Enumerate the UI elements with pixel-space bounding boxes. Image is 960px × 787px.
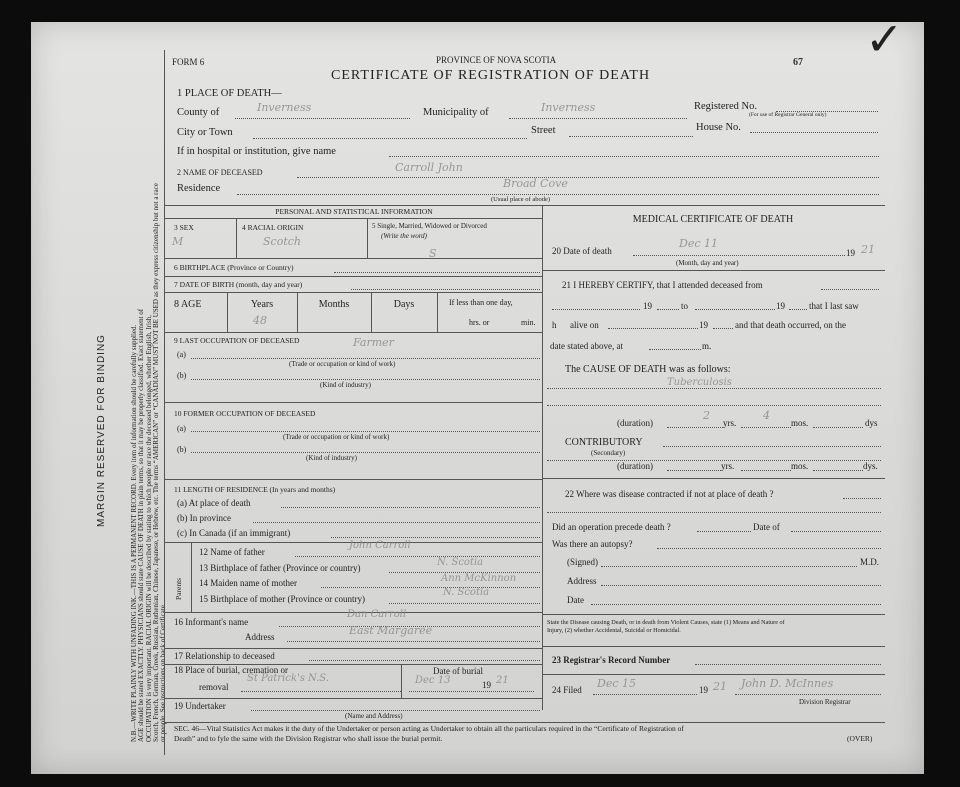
center-divider (542, 205, 543, 710)
former-b-line (191, 452, 540, 453)
medical-rule-5 (542, 674, 885, 675)
medical-heading: MEDICAL CERTIFICATE OF DEATH (632, 214, 794, 225)
city-label: City or Town (177, 127, 233, 138)
violent-note: State the Disease causing Death, or in death from Violent Causes, state (1) Means and Nature of (547, 619, 785, 626)
occupation-a: (a) (177, 350, 186, 359)
death-date-note: (Month, day and year) (676, 259, 739, 267)
former-a: (a) (177, 424, 186, 433)
informant-name-value: Dan Carroll (347, 609, 407, 620)
row-rule-1 (165, 258, 542, 259)
burial-place-value: St Patrick's N.S. (247, 673, 329, 684)
margin-instructions (131, 102, 168, 742)
burial-date-line (409, 691, 534, 692)
from-year: 19 (643, 301, 652, 311)
undertaker-label: 19 Undertaker (174, 701, 226, 711)
instruction-line-3: OCCUPATION is very important. RACIAL ORIGIN will be described by stating to which people or race the deceased belonged, whether English, Irish, (144, 315, 153, 742)
former-industry-note: (Kind of industry) (306, 454, 357, 462)
registered-no-label: Registered No. (694, 101, 757, 112)
sec46-note: SEC. 46—Vital Statistics Act makes it the duty of the Undertaker or person acting as Undertaker to obtain all the particulars required in the “Certificate of Registration of (174, 724, 684, 733)
street-label: Street (531, 125, 556, 136)
instruction-line-5: or people. See instructions on back of Certificate. (159, 603, 168, 742)
father-name-label: 12 Name of father (199, 547, 265, 557)
autopsy-label: Was there an autopsy? (552, 539, 633, 549)
row-rule-5 (165, 402, 542, 403)
sex-value: M (172, 235, 184, 248)
marital-note: (Write the word) (381, 232, 428, 240)
row-rule-9 (165, 648, 542, 649)
row-rule-6 (165, 479, 542, 480)
cause-line-1 (547, 388, 881, 389)
filed-year-prefix: 19 (699, 685, 708, 695)
from-line (552, 309, 640, 310)
burial-date-label: Date of burial (433, 666, 483, 676)
cause-line-2 (547, 405, 881, 406)
undertaker-line (251, 710, 540, 711)
relationship-line (309, 660, 540, 661)
sex-divider (236, 218, 237, 258)
row-rule-11 (165, 698, 542, 699)
deceased-name-label: 2 NAME OF DECEASED (177, 168, 263, 177)
residence-line (237, 194, 879, 195)
registrar-signature: John D. McInnes (741, 677, 834, 690)
informant-address-line (287, 641, 540, 642)
industry-note: (Kind of industry) (320, 381, 371, 389)
instruction-line-1: N.B.—WRITE PLAINLY WITH UNFADING INK.—THIS IS A PERMANENT RECORD. Every item of information should be carefully supplied. (130, 324, 138, 742)
age-divider-3 (371, 292, 372, 332)
check-mark-icon: ✓ (865, 22, 904, 66)
removal-label: removal (199, 682, 229, 692)
certify-text: 21 I HEREBY CERTIFY, that I attended deceased from (562, 280, 763, 290)
med-date-label: Date (567, 595, 584, 605)
burial-year-prefix: 19 (482, 680, 491, 690)
sec46-note-b: Death” and to fyle the same with the Division Registrar who shall issue the burial permit. (174, 734, 443, 743)
informant-name-label: 16 Informant's name (174, 617, 249, 627)
city-line (253, 138, 527, 139)
medical-rule-3 (542, 614, 885, 615)
parents-side-label: Parents (174, 577, 183, 600)
undertaker-note: (Name and Address) (345, 712, 403, 720)
date-stated-label: date stated above, at (550, 341, 623, 351)
filed-year-value: 21 (713, 680, 727, 693)
contributory-line (663, 446, 881, 447)
death-date-value: Dec 11 (679, 237, 718, 250)
birthplace-line (334, 272, 540, 273)
m-label: m. (702, 341, 712, 351)
personal-heading-rule (165, 218, 542, 219)
father-birth-label: 13 Birthplace of father (Province or country) (199, 563, 361, 573)
certificate-paper (31, 22, 924, 774)
form-number: FORM 6 (172, 57, 205, 67)
alive-year: 19 (699, 320, 708, 330)
over-note: (OVER) (847, 734, 873, 743)
medical-rule-2 (542, 478, 885, 479)
deceased-name-line (297, 177, 879, 178)
place-of-death-heading: 1 PLACE OF DEATH— (177, 88, 282, 99)
record-number-line (695, 664, 881, 665)
filed-date-value: Dec 15 (597, 677, 636, 690)
age-divider-4 (437, 292, 438, 332)
mos2-label: mos. (791, 461, 809, 471)
months-label: Months (318, 299, 350, 310)
days-label: Days (393, 299, 415, 310)
racial-value: Scotch (263, 235, 301, 248)
md-label: M.D. (860, 557, 880, 567)
death-year-value: 21 (861, 243, 875, 256)
filed-label: 24 Filed (552, 685, 582, 695)
medical-rule-1 (542, 270, 885, 271)
sex-label: 3 SEX (174, 223, 194, 232)
racial-label: 4 RACIAL ORIGIN (242, 223, 304, 232)
signed-line (601, 566, 857, 567)
med-address-line (601, 585, 881, 586)
secondary-note: (Secondary) (591, 449, 626, 457)
burial-date-value: Dec 13 (415, 675, 451, 686)
dob-line (351, 289, 540, 290)
father-name-value: John Carroll (349, 540, 411, 551)
alive-on-line (608, 328, 698, 329)
birthplace-label: 6 BIRTHPLACE (Province or Country) (174, 263, 294, 272)
relationship-label: 17 Relationship to deceased (174, 651, 275, 661)
alive-year-line (713, 328, 733, 329)
yrs-label: yrs. (723, 418, 737, 428)
operation-label: Did an operation precede death ? (552, 522, 671, 532)
hrs-label: hrs. or (469, 318, 490, 327)
min-label: min. (521, 318, 536, 327)
autopsy-line (657, 548, 881, 549)
row-rule-2 (165, 276, 542, 277)
duration-yrs-value: 2 (703, 409, 710, 422)
date-stated-line (649, 349, 701, 350)
house-line (750, 132, 878, 133)
certify-line (821, 289, 879, 290)
death-date-label: 20 Date of death (552, 246, 612, 256)
house-label: House No. (696, 122, 741, 133)
municipality-value: Inverness (541, 101, 596, 114)
instruction-line-4: Scotch, French, German, Greek, Russian, Ruthenian, Chinese, Japanese, or Hebrew, etc. The terms “AMERICAN” or “CANADIAN” MUST NOT BE USED as they express citizenship but not a race (152, 183, 161, 742)
dur2-dys-line (813, 470, 863, 471)
age-divider-1 (227, 292, 228, 332)
table-top-rule (165, 205, 885, 206)
occupation-a-line (191, 358, 540, 359)
stamp-number: 67 (793, 57, 803, 68)
date-of-line (791, 531, 881, 532)
violent-note-2: Injury, (2) whether Accidental, Suicidal or Homicidal. (547, 627, 681, 634)
province-title: PROVINCE OF NOVA SCOTIA (436, 55, 557, 65)
footer-rule (165, 722, 885, 723)
occurred-label: and that death occurred, on the (735, 320, 846, 330)
father-birth-value: N. Scotia (437, 557, 484, 568)
trade-note: (Trade or occupation or kind of work) (289, 360, 396, 368)
former-occupation-label: 10 FORMER OCCUPATION OF DECEASED (174, 409, 316, 418)
to-year-line (789, 309, 807, 310)
to-line (695, 309, 775, 310)
burial-place-label: 18 Place of burial, cremation or (174, 665, 288, 675)
binding-margin-label: MARGIN RESERVED FOR BINDING (96, 334, 107, 527)
death-date-line (633, 255, 845, 256)
parents-divider (191, 542, 192, 612)
last-saw-label: that I last saw (809, 301, 859, 311)
age-divider-2 (297, 292, 298, 332)
informant-address-label: Address (245, 632, 275, 642)
mother-name-label: 14 Maiden name of mother (199, 578, 297, 588)
instruction-line-2: AGE should be stated EXACTLY. PHYSICIANS should state CAUSE OF DEATH in plain terms, so that it may be properly classified. Exact statement of (137, 308, 146, 742)
occupation-b-line (191, 379, 540, 380)
cause-value: Tuberculosis (667, 377, 732, 388)
former-a-line (191, 431, 540, 432)
contributory-line-2 (547, 460, 881, 461)
duration-mos-value: 4 (763, 409, 770, 422)
less-than-day-label: If less than one day, (449, 298, 513, 307)
to-label: to (681, 301, 689, 311)
dys-label: dys (865, 418, 878, 428)
residence-c: (c) In Canada (if an immigrant) (177, 528, 291, 538)
residence-length-heading: 11 LENGTH OF RESIDENCE (In years and months) (174, 485, 336, 494)
hospital-label: If in hospital or institution, give name (177, 146, 336, 157)
father-name-line (295, 556, 540, 557)
marital-value: S (429, 247, 437, 260)
death-year-prefix: 19 (846, 248, 855, 258)
county-value: Inverness (257, 101, 312, 114)
cause-label: The CAUSE OF DEATH was as follows: (565, 364, 731, 375)
med-date-line (591, 604, 881, 605)
dur-dys-line (813, 427, 863, 428)
duration2-label: (duration) (617, 461, 653, 471)
medical-rule-4 (542, 646, 885, 647)
registrar-note: (For use of Registrar General only) (749, 112, 827, 118)
age-years-value: 48 (253, 314, 267, 327)
residence-c-line (331, 537, 540, 538)
racial-divider (367, 218, 368, 258)
years-label: Years (250, 299, 274, 310)
residence-b: (b) In province (177, 513, 231, 523)
hospital-line (389, 156, 879, 157)
burial-year-value: 21 (496, 675, 509, 686)
age-label: 8 AGE (174, 299, 202, 310)
residence-label: Residence (177, 183, 221, 194)
mother-name-value: Ann McKinnon (441, 573, 517, 584)
burial-divider (401, 664, 402, 698)
duration-label: (duration) (617, 418, 653, 428)
from-year-line (657, 309, 679, 310)
residence-b-line (253, 522, 540, 523)
mother-birth-line (389, 603, 540, 604)
informant-address-value: East Margaree (349, 624, 433, 637)
municipality-label: Municipality of (423, 107, 489, 118)
personal-heading: PERSONAL AND STATISTICAL INFORMATION (275, 207, 433, 216)
county-label: County of (177, 107, 220, 118)
dys2-label: dys. (863, 461, 878, 471)
residence-value: Broad Cove (503, 177, 568, 190)
burial-place-line (241, 691, 401, 692)
dur-yrs-line (667, 427, 723, 428)
former-b: (b) (177, 445, 187, 454)
occupation-b: (b) (177, 371, 187, 380)
county-line (235, 118, 410, 119)
row-rule-4 (165, 332, 542, 333)
last-occupation-value: Farmer (353, 336, 394, 349)
mother-birth-value: N. Scotia (443, 587, 490, 598)
residence-a: (a) At place of death (177, 498, 251, 508)
dur2-yrs-line (667, 470, 721, 471)
residence-a-line (281, 507, 540, 508)
marital-label: 5 Single, Married, Widowed or Divorced (372, 222, 487, 230)
former-trade-note: (Trade or occupation or kind of work) (283, 433, 390, 441)
to-year: 19 (776, 301, 785, 311)
mother-birth-label: 15 Birthplace of mother (Province or country) (199, 594, 365, 604)
contracted-line (843, 498, 881, 499)
certificate-title: CERTIFICATE OF REGISTRATION OF DEATH (331, 68, 651, 83)
contributory-label: CONTRIBUTORY (565, 437, 643, 448)
date-of-label: Date of (753, 522, 780, 532)
street-line (569, 136, 693, 137)
contracted-label: 22 Where was disease contracted if not at place of death ? (565, 489, 774, 499)
record-number-label: 23 Registrar's Record Number (552, 655, 671, 665)
alive-on-label: alive on (570, 320, 599, 330)
yrs2-label: yrs. (721, 461, 735, 471)
mos-label: mos. (791, 418, 809, 428)
deceased-name-value: Carroll John (395, 161, 463, 174)
med-address-label: Address (567, 576, 597, 586)
operation-line (697, 531, 751, 532)
row-rule-3 (165, 292, 542, 293)
filed-line (593, 694, 697, 695)
abode-note: (Usual place of abode) (491, 196, 551, 203)
dur-mos-line (741, 427, 791, 428)
mother-name-line (321, 587, 540, 588)
registrar-line (735, 694, 881, 695)
signed-label: (Signed) (567, 557, 598, 567)
division-registrar-note: Division Registrar (799, 698, 851, 706)
dob-label: 7 DATE OF BIRTH (month, day and year) (174, 280, 303, 289)
h-label: h (552, 320, 557, 330)
contracted-line-2 (547, 512, 881, 513)
dur2-mos-line (741, 470, 791, 471)
municipality-line (509, 118, 687, 119)
last-occupation-label: 9 LAST OCCUPATION OF DECEASED (174, 336, 300, 345)
